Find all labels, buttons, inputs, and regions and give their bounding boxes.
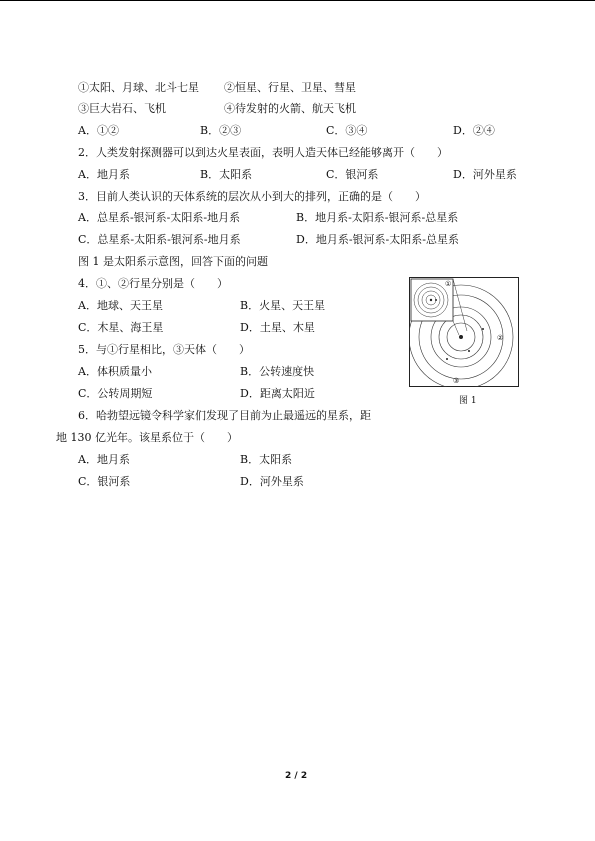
q1-option-b: B．②③ bbox=[200, 124, 242, 137]
q3-option-d: D．地月系-银河系-太阳系-总星系 bbox=[296, 233, 459, 246]
figure-intro: 图 1 是太阳系示意图，回答下面的问题 bbox=[78, 255, 268, 268]
q5-option-c: C．公转周期短 bbox=[78, 387, 153, 400]
q5-option-b: B．公转速度快 bbox=[240, 365, 315, 378]
planet-dot-c bbox=[446, 358, 448, 360]
q4-option-c: C．木星、海王星 bbox=[78, 321, 164, 334]
q4-option-a: A．地球、天王星 bbox=[78, 299, 163, 312]
q2-stem: 2．人类发射探测器可以到达火星表面，表明人造天体已经能够离开（ ） bbox=[78, 146, 448, 159]
solar-system-diagram bbox=[409, 277, 519, 387]
q3-option-c: C．总星系-太阳系-银河系-地月系 bbox=[78, 233, 241, 246]
q5-option-a: A．体积质量小 bbox=[78, 365, 152, 378]
q3-option-a: A．总星系-银河系-太阳系-地月系 bbox=[78, 211, 241, 224]
q6-option-b: B．太阳系 bbox=[240, 453, 293, 466]
q6-option-c: C．银河系 bbox=[78, 475, 131, 488]
q4-option-d: D．土星、木星 bbox=[240, 321, 315, 334]
q1-item-4: ④待发射的火箭、航天飞机 bbox=[224, 102, 356, 115]
q6-option-d: D．河外星系 bbox=[240, 475, 304, 488]
q2-option-b: B．太阳系 bbox=[200, 168, 253, 181]
marker-3: ③ bbox=[453, 377, 460, 385]
q6-stem-line2: 地 130 亿光年。该星系位于（ ） bbox=[56, 431, 238, 444]
q5-option-d: D．距离太阳近 bbox=[240, 387, 315, 400]
planet-dot-a bbox=[482, 328, 484, 330]
q6-stem-line1: 6．哈勃望远镜令科学家们发现了目前为止最遥远的星系，距 bbox=[78, 409, 371, 422]
page-number: 2 / 2 bbox=[285, 771, 308, 781]
q4-stem: 4．①、②行星分别是（ ） bbox=[78, 277, 228, 290]
sun bbox=[459, 335, 463, 339]
inset-planet bbox=[435, 299, 437, 301]
q3-stem: 3．目前人类认识的天体系统的层次从小到大的排列，正确的是（ ） bbox=[78, 190, 426, 203]
q1-option-c: C．③④ bbox=[326, 124, 368, 137]
q2-option-d: D．河外星系 bbox=[453, 168, 517, 181]
inset-sun bbox=[430, 299, 432, 301]
q6-option-a: A．地月系 bbox=[78, 453, 130, 466]
q2-option-a: A．地月系 bbox=[78, 168, 130, 181]
q1-item-1: ①太阳、月球、北斗七星 bbox=[78, 81, 199, 94]
marker-2: ② bbox=[497, 334, 504, 342]
q2-option-c: C．银河系 bbox=[326, 168, 379, 181]
q1-option-a: A．①② bbox=[78, 124, 119, 137]
planet-dot-b bbox=[468, 350, 470, 352]
q1-option-d: D．②④ bbox=[453, 124, 495, 137]
q1-item-2: ②恒星、行星、卫星、彗星 bbox=[224, 81, 356, 94]
marker-1: ① bbox=[445, 280, 452, 288]
q3-option-b: B．地月系-太阳系-银河系-总星系 bbox=[296, 211, 459, 224]
q1-item-3: ③巨大岩石、飞机 bbox=[78, 102, 166, 115]
figure-caption: 图 1 bbox=[459, 396, 477, 406]
q4-option-b: B．火星、天王星 bbox=[240, 299, 326, 312]
q5-stem: 5．与①行星相比，③天体（ ） bbox=[78, 343, 250, 356]
top-rule bbox=[0, 0, 595, 1]
